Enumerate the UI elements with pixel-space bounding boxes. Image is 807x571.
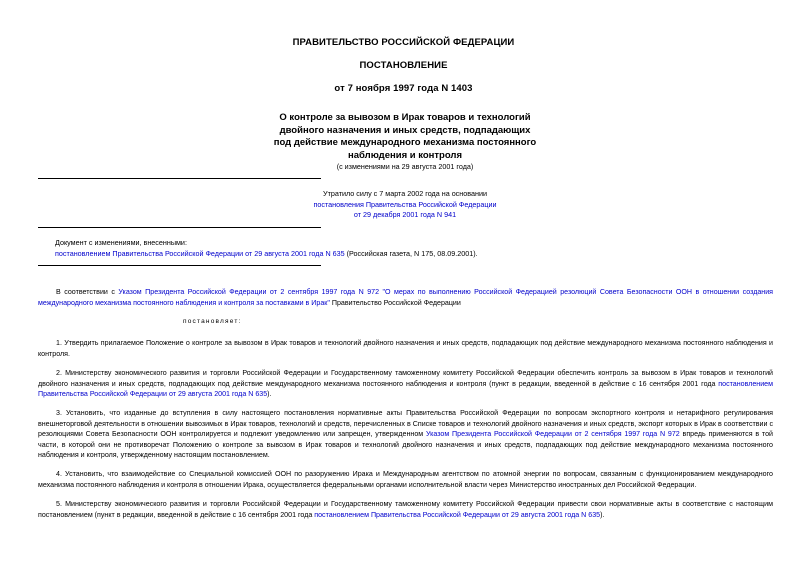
preamble (38, 287, 773, 308)
amendment-source: (Российская газета, N 175, 08.09.2001). (344, 248, 478, 258)
paragraph-3 (38, 408, 773, 461)
doc-type-heading: ПОСТАНОВЛЕНИЕ (359, 60, 448, 71)
divider (38, 227, 321, 228)
paragraph-1: 1. Утвердить прилагаемое Положение о контроле за вывозом в Ирак товаров и технологий двойного назначения и иных средств, подпадающих под действие международного механизма постоянного наблюдения и контроля. (38, 339, 773, 358)
paragraph-2-text: 2. Министерству экономического развития и торговли Российской Федерации и Государственному таможенному комитету Российской Федерации обеспечить контроль за вывозом в Ирак товаров и технологий двойного назначения и иных средств, подпадающих под действие международного механизма постоянного наблюдения и контроля (пункт в редакции, введенной в действие с 16 сентября 2001 года (38, 369, 773, 388)
title-line: О контроле за вывозом в Ирак товаров и технологий (279, 112, 531, 123)
paragraph-3-link[interactable]: Указом Президента Российской Федерации от 2 сентября 1997 года N 972 (425, 430, 680, 438)
expired-line: Утратило силу с 7 марта 2002 года на основании (323, 189, 487, 198)
paragraph-3-tail: впредь применяются в той части, в которой они не противоречат Положению о контроле за вывозом в Ирак товаров и технологий двойного назначения и иных средств, подпадающих под действие международного механизма постоянного наблюдения и контроля, утвержденному настоящим постановлением. (38, 430, 773, 459)
paragraph-3-text: 3. Установить, что изданные до вступления в силу настоящего постановления нормативные акты Правительства Российской Федерации по вопросам экспортного контроля и нетарифного регулирования внешнеторговой деятельности в отношении вывозимых в Ирак товаров, технологий и средств, перечисленных в Списке товаров и технологий двойного назначения и иных средств, экспорт которых в Ирак в соответствии с резолюциями Совета Безопасности ООН контролируется и подлежит уведомлению или запрещен, утвержденном (38, 409, 773, 438)
amendments-label: Документ с изменениями, внесенными: (55, 238, 187, 247)
paragraph-2-tail: ). (267, 390, 272, 398)
government-heading: ПРАВИТЕЛЬСТВО РОССИЙСКОЙ ФЕДЕРАЦИИ (292, 37, 515, 48)
paragraph-4: 4. Установить, что взаимодействие со Специальной комиссией ООН по разоружению Ирака и Международным агентством по атомной энергии по вопросам, связанным с функционированием международного механизма постоянного наблюдения и контроля в отношении Ирака, осуществляется федеральными органами исполнительной власти через Министерство иностранных дел Российской Федерации. (38, 470, 773, 489)
amendments-block (55, 238, 775, 259)
expired-note (255, 189, 555, 221)
paragraph-5-tail: ). (600, 510, 605, 519)
preamble-lead: В соответствии с (56, 288, 119, 296)
presidential-decree-link[interactable]: Указом Президента Российской Федерации от 2 сентября 1997 года N 972 "О мерах по выполнению Российской Федерацией резолюций Совета Безопасности ООН в отношении создания международного механизма постоянного наблюдения и контроля за поставками в Ирак" (38, 288, 774, 307)
paragraph-5-text: 5. Министерству экономического развития и торговли Российской Федерации и Государственному таможенному комитету Российской Федерации привести свои нормативные акты в соответствие с настоящим постановлением (пункт в редакции, введенной в действие с 16 сентября 2001 года (38, 500, 773, 519)
title-line: наблюдения и контроля (348, 149, 462, 161)
paragraph-2-link[interactable]: постановлением Правительства Российской Федерации от 29 августа 2001 года N 635 (38, 379, 773, 398)
expired-decree-date-link[interactable]: от 29 декабря 2001 года N 941 (353, 210, 457, 219)
date-number-heading: от 7 ноября 1997 года N 1403 (334, 83, 473, 94)
paragraph-2 (38, 368, 773, 400)
amendment-decree-link[interactable]: постановлением Правительства Российской Федерации от 29 августа 2001 года N 635 (55, 248, 345, 258)
title-line: двойного назначения и иных средств, подпадающих (279, 124, 531, 136)
expired-decree-link[interactable]: постановления Правительства Российской Федерации (313, 199, 497, 209)
divider (38, 178, 321, 179)
decree-word: постановляет: (183, 318, 242, 325)
amendment-note: (с изменениями на 29 августа 2001 года) (336, 162, 474, 171)
preamble-tail: Правительство Российской Федерации (329, 298, 461, 307)
title-line: под действие международного механизма постоянного (273, 137, 537, 148)
divider (38, 265, 321, 266)
paragraph-5-link[interactable]: постановлением Правительства Российской Федерации от 29 августа 2001 года N 635 (314, 510, 601, 519)
paragraph-5 (38, 499, 773, 520)
document-title (255, 112, 555, 162)
